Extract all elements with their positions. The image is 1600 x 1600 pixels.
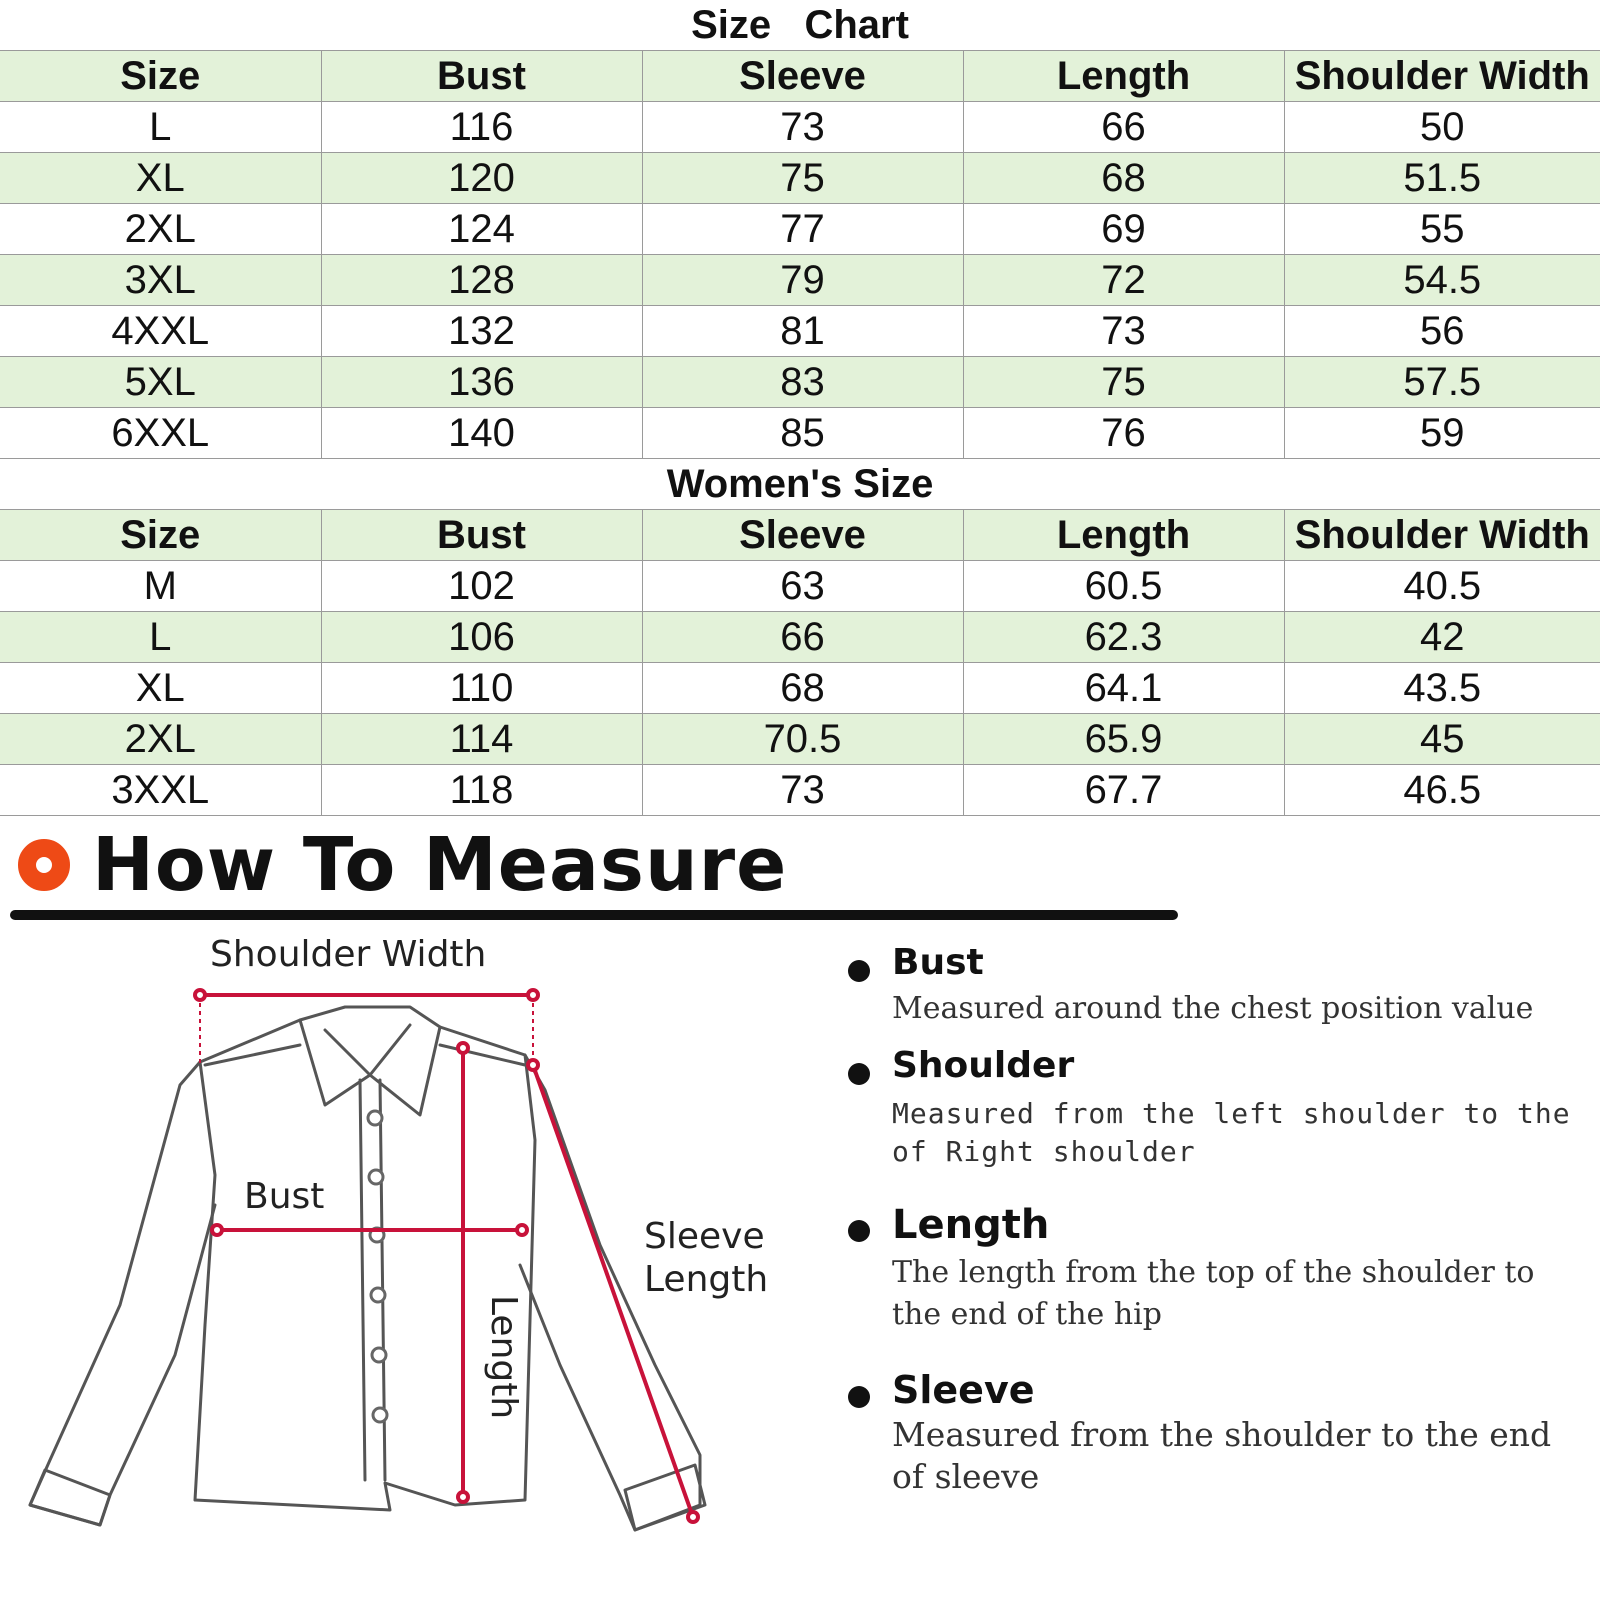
shirt-left-cuff	[30, 1470, 110, 1525]
column-header: Shoulder Width	[1284, 51, 1600, 102]
legend-item-desc: Measured from the left shoulder to the of Right shoulder	[892, 1097, 1571, 1168]
table-cell: 110	[321, 663, 642, 714]
table-row	[0, 561, 1600, 612]
bullet-dot-icon	[848, 960, 870, 982]
diagram-sleeve-length-label	[644, 1215, 768, 1301]
legend-item-name: Bust	[892, 942, 984, 983]
table-cell: 55	[1284, 204, 1600, 255]
table-cell: 124	[321, 204, 642, 255]
table-row	[0, 204, 1600, 255]
table-cell: M	[0, 561, 321, 612]
shirt-left-sleeve	[30, 1062, 215, 1525]
table-cell: 116	[321, 102, 642, 153]
table-row	[0, 408, 1600, 459]
table-cell: 66	[963, 102, 1284, 153]
table-row	[0, 612, 1600, 663]
table-cell: 72	[963, 255, 1284, 306]
table-cell: 59	[1284, 408, 1600, 459]
legend-item-name: Sleeve	[892, 1368, 1035, 1412]
column-header: Bust	[321, 510, 642, 561]
table-cell: 136	[321, 357, 642, 408]
table-cell: XL	[0, 153, 321, 204]
sleeve-label-line2: Length	[644, 1259, 769, 1301]
column-header: Length	[963, 51, 1284, 102]
column-header: Sleeve	[642, 51, 963, 102]
table-cell: 73	[963, 306, 1284, 357]
table-cell: 3XXL	[0, 765, 321, 816]
legend-item-desc: Measured from the shoulder to the end of sleeve	[892, 1415, 1552, 1496]
table-cell: 63	[642, 561, 963, 612]
table-cell: 45	[1284, 714, 1600, 765]
table-cell: 56	[1284, 306, 1600, 357]
table-cell: 66	[642, 612, 963, 663]
how-to-measure-title: How To Measure	[92, 822, 788, 908]
table-cell: 73	[642, 102, 963, 153]
table-cell: 46.5	[1284, 765, 1600, 816]
table-row	[0, 306, 1600, 357]
table-cell: L	[0, 612, 321, 663]
table-cell: 68	[963, 153, 1284, 204]
table-cell: 68	[642, 663, 963, 714]
table-row	[0, 102, 1600, 153]
table-cell: 60.5	[963, 561, 1284, 612]
table-cell: 42	[1284, 612, 1600, 663]
column-header: Bust	[321, 51, 642, 102]
diagram-bust-label: Bust	[244, 1176, 325, 1217]
sleeve-label-line1: Sleeve	[644, 1216, 765, 1257]
mens-title-row	[0, 0, 1600, 51]
column-header: Sleeve	[642, 510, 963, 561]
table-cell: 54.5	[1284, 255, 1600, 306]
legend-item-name: Shoulder	[892, 1045, 1075, 1086]
table-cell: 62.3	[963, 612, 1284, 663]
womens-header-row	[0, 510, 1600, 561]
mens-section-title: Size Chart	[0, 0, 1600, 51]
orange-ring-icon	[18, 839, 70, 891]
table-cell: 6XXL	[0, 408, 321, 459]
table-cell: 75	[642, 153, 963, 204]
table-row	[0, 357, 1600, 408]
table-row	[0, 255, 1600, 306]
table-cell: 2XL	[0, 204, 321, 255]
table-cell: 2XL	[0, 714, 321, 765]
table-cell: 51.5	[1284, 153, 1600, 204]
bullet-dot-icon	[848, 1220, 870, 1242]
measure-lines	[195, 990, 698, 1522]
table-row	[0, 663, 1600, 714]
column-header: Shoulder Width	[1284, 510, 1600, 561]
column-header: Size	[0, 51, 321, 102]
table-cell: 102	[321, 561, 642, 612]
legend-item-name: Length	[892, 1202, 1050, 1248]
table-cell: 43.5	[1284, 663, 1600, 714]
bullet-dot-icon	[848, 1063, 870, 1085]
shirt-collar	[300, 1020, 440, 1115]
table-cell: 5XL	[0, 357, 321, 408]
how-to-measure-heading	[18, 822, 788, 908]
diagram-shoulder-width-label: Shoulder Width	[210, 934, 487, 975]
table-cell: 77	[642, 204, 963, 255]
table-cell: 57.5	[1284, 357, 1600, 408]
table-cell: 76	[963, 408, 1284, 459]
womens-section-title: Women's Size	[0, 459, 1600, 510]
table-cell: 75	[963, 357, 1284, 408]
table-cell: 132	[321, 306, 642, 357]
table-cell: L	[0, 102, 321, 153]
legend-item-desc: Measured around the chest position value	[892, 991, 1534, 1026]
table-cell: 118	[321, 765, 642, 816]
table-cell: XL	[0, 663, 321, 714]
table-cell: 50	[1284, 102, 1600, 153]
table-cell: 106	[321, 612, 642, 663]
column-header: Length	[963, 510, 1284, 561]
table-cell: 3XL	[0, 255, 321, 306]
table-cell: 70.5	[642, 714, 963, 765]
table-cell: 83	[642, 357, 963, 408]
column-header: Size	[0, 510, 321, 561]
table-row	[0, 765, 1600, 816]
table-cell: 67.7	[963, 765, 1284, 816]
legend-item-desc: The length from the top of the shoulder to the end of the hip	[892, 1255, 1535, 1332]
table-cell: 40.5	[1284, 561, 1600, 612]
table-cell: 79	[642, 255, 963, 306]
how-to-measure-section	[0, 822, 1600, 1600]
table-row	[0, 714, 1600, 765]
table-cell: 81	[642, 306, 963, 357]
womens-title-row	[0, 459, 1600, 510]
table-cell: 65.9	[963, 714, 1284, 765]
table-cell: 73	[642, 765, 963, 816]
table-cell: 64.1	[963, 663, 1284, 714]
table-cell: 69	[963, 204, 1284, 255]
diagram-length-label: Length	[483, 1295, 524, 1420]
bullet-dot-icon	[848, 1386, 870, 1408]
mens-header-row	[0, 51, 1600, 102]
table-cell: 140	[321, 408, 642, 459]
table-cell: 4XXL	[0, 306, 321, 357]
table-cell: 120	[321, 153, 642, 204]
table-row	[0, 153, 1600, 204]
table-cell: 85	[642, 408, 963, 459]
table-cell: 114	[321, 714, 642, 765]
table-cell: 128	[321, 255, 642, 306]
